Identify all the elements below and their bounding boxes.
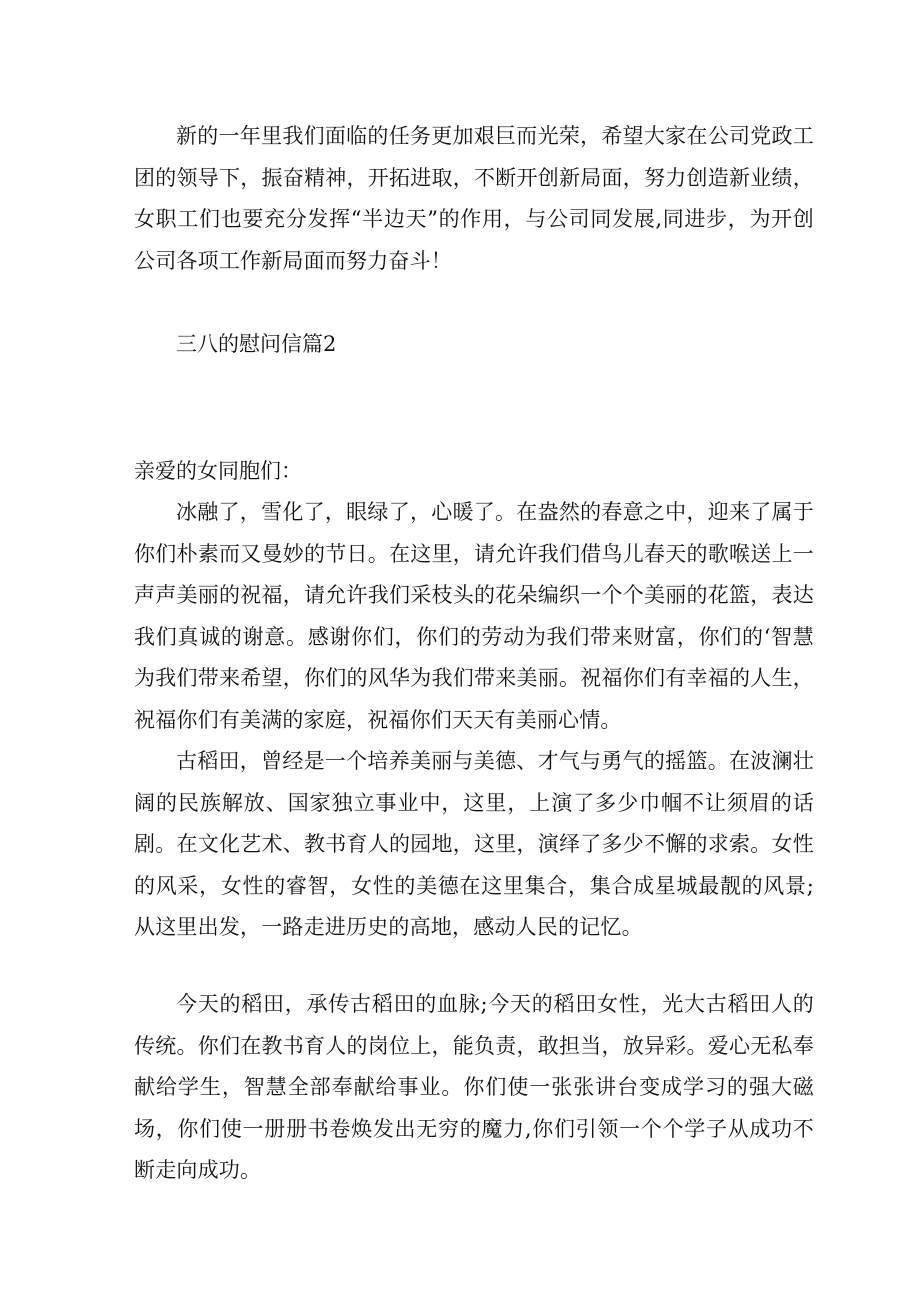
paragraph-closing-previous-letter: 新的一年里我们面临的任务更加艰巨而光荣，希望大家在公司党政工团的领导下，振奋精神，开拓进取，不断开创新局面，努力创造新业绩，女职工们也要充分发挥“半边天”的作用，与公司同发展,同进步，为开创公司各项工作新局面而努力奋斗！ [134, 124, 814, 273]
paragraph-history: 古稻田，曾经是一个培养美丽与美德、才气与勇气的摇篮。在波澜壮阔的民族解放、国家独立事业中，这里，上演了多少巾帼不让须眉的话剧。在文化艺术、教书育人的园地，这里，演绎了多少不懈的求索。女性的风采，女性的睿智，女性的美德在这里集合，集合成星城最靓的风景;从这里出发，一路走进历史的高地，感动人民的记忆。 [134, 749, 814, 939]
paragraph-greeting: 冰融了，雪化了，眼绿了，心暖了。在盎然的春意之中，迎来了属于你们朴素而又曼妙的节日。在这里，请允许我们借鸟儿春天的歌喉送上一声声美丽的祝福，请允许我们采枝头的花朵编织一个个美丽的花篮，表达我们真诚的谢意。感谢你们，你们的劳动为我们带来财富，你们的‘智慧为我们带来希望，你们的风华为我们带来美丽。祝福你们有幸福的人生，祝福你们有美满的家庭，祝福你们天天有美丽心情。 [134, 500, 814, 732]
section-title: 三八的慰问信篇2 [176, 332, 337, 356]
paragraph-today: 今天的稻田，承传古稻田的血脉;今天的稻田女性，光大古稻田人的传统。你们在教书育人的岗位上，能负责，敢担当，放异彩。爱心无私奉献给学生，智慧全部奉献给事业。你们使一张张讲台变成学习的强大磁场，你们使一册册书卷焕发出无穷的魔力,你们引领一个个学子从成功不断走向成功。 [134, 992, 814, 1182]
salutation: 亲爱的女同胞们： [134, 459, 302, 483]
